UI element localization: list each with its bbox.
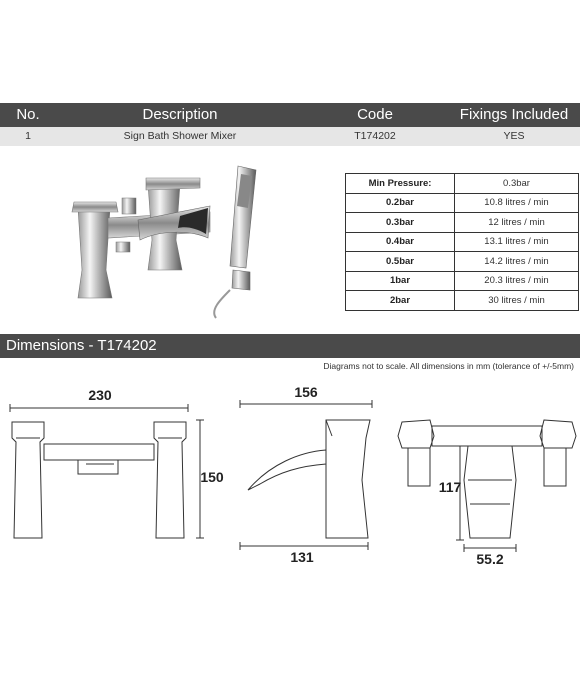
pressure-label: 0.5bar — [346, 252, 455, 272]
row-description: Sign Bath Shower Mixer — [123, 130, 237, 142]
product-row — [0, 127, 580, 146]
table-row — [346, 193, 579, 213]
table-row — [346, 291, 579, 311]
product-image — [60, 160, 290, 320]
dim-side-top: 156 — [294, 384, 318, 400]
pressure-label: 0.2bar — [346, 193, 455, 213]
table-row — [346, 174, 579, 194]
flow-rate-table — [345, 173, 579, 311]
dimension-drawings — [0, 380, 580, 580]
rear-view-drawing — [398, 420, 576, 552]
table-row — [346, 252, 579, 272]
flow-value: 12 litres / min — [455, 213, 579, 233]
header-code: Code — [357, 106, 393, 123]
product-table-header — [0, 103, 580, 127]
row-code: T174202 — [354, 130, 396, 142]
pressure-label: 2bar — [346, 291, 455, 311]
dim-rear-width: 55.2 — [476, 551, 504, 567]
flow-value: 13.1 litres / min — [455, 232, 579, 252]
pressure-label: Min Pressure: — [346, 174, 455, 194]
front-view-drawing — [10, 404, 204, 538]
scale-note: Diagrams not to scale. All dimensions in mm (tolerance of +/-5mm) — [323, 361, 574, 371]
pressure-label: 0.3bar — [346, 213, 455, 233]
header-description: Description — [142, 106, 218, 123]
pressure-label: 0.4bar — [346, 232, 455, 252]
pressure-label: 1bar — [346, 271, 455, 291]
dim-height: 150 — [200, 469, 224, 485]
side-view-drawing — [240, 400, 372, 550]
dim-rear-height: 117 — [438, 479, 462, 495]
flow-value: 14.2 litres / min — [455, 252, 579, 272]
dim-side-bottom: 131 — [290, 549, 314, 565]
table-row — [346, 232, 579, 252]
flow-value: 10.8 litres / min — [455, 193, 579, 213]
dim-front-width: 230 — [88, 387, 112, 403]
flow-value: 30 litres / min — [455, 291, 579, 311]
table-row — [346, 271, 579, 291]
dimensions-title: Dimensions - T174202 — [0, 334, 580, 358]
header-no: No. — [16, 106, 40, 123]
header-fixings: Fixings Included — [459, 106, 569, 123]
flow-value: 20.3 litres / min — [455, 271, 579, 291]
table-row — [346, 213, 579, 233]
row-no: 1 — [25, 130, 31, 142]
row-fixings: YES — [503, 130, 525, 142]
flow-value: 0.3bar — [455, 174, 579, 194]
